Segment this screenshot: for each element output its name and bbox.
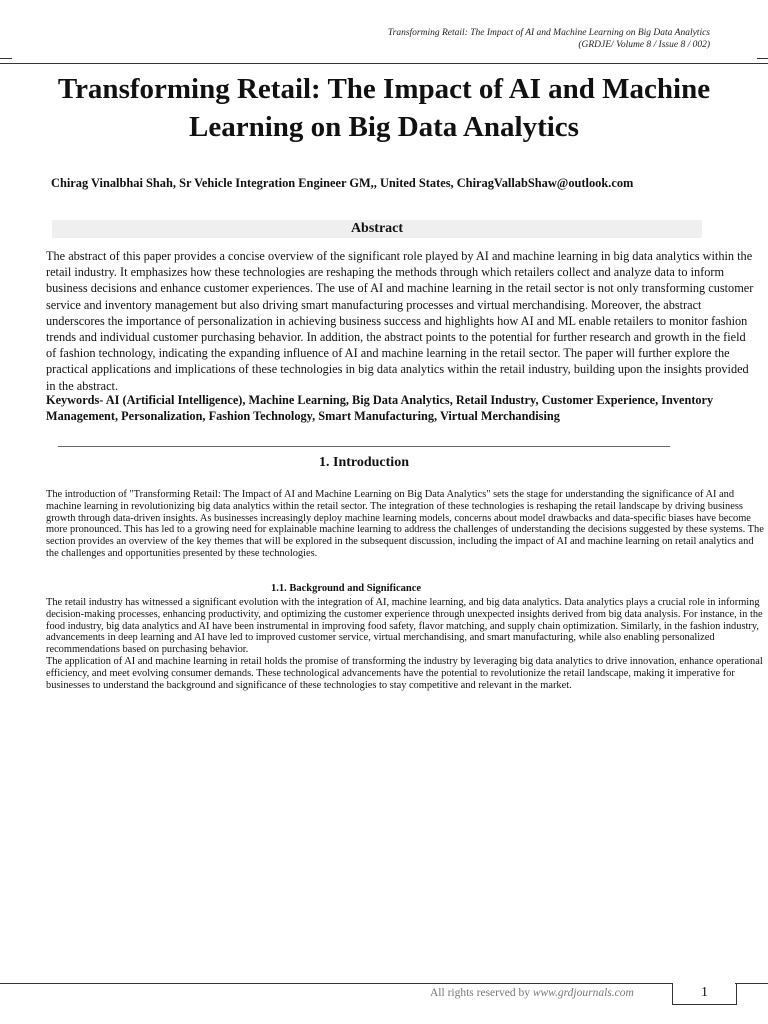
paper-title: Transforming Retail: The Impact of AI and Machine Learning on Big Data Analytics	[57, 73, 711, 143]
header-rule	[0, 63, 768, 64]
background-paragraph-1: The retail industry has witnessed a significant evolution with the integration of AI, machine learning, and big data analytics. Data analytics plays a crucial role in informing decision-making processes, enhancing productivity, and optimizing the customer experience through unexpected insights derived from big data analysis. For instance, in the food industry, big data analytics and AI have been instrumental in improving food safety, flavor matching, and supply chain optimization. Similarly, in the fashion industry, advancements in deep learning and AI have led to improved customer service, virtual merchandising, and smart manufacturing, while also enabling personalized recommendations based on purchasing behavior.	[46, 597, 763, 656]
section-divider	[58, 446, 670, 447]
header-rule-left	[0, 58, 12, 59]
footer-link[interactable]: www.grdjournals.com	[532, 987, 634, 999]
running-header	[388, 27, 710, 51]
header-rule-right	[757, 58, 768, 59]
background-heading: 1.1. Background and Significance	[270, 583, 422, 594]
background-paragraph-2: The application of AI and machine learning in retail holds the promise of transforming the industry by leveraging big data analytics to drive innovation, enhance operational efficiency, and meet evolving consumer demands. These technological advancements have the potential to revolutionize the retail landscape, making it imperative for businesses to understand the background and significance of these technologies to stay competitive and relevant in the market.	[46, 655, 763, 691]
introduction-heading: 1. Introduction	[319, 455, 409, 470]
background-section	[46, 597, 768, 691]
abstract-text: The abstract of this paper provides a concise overview of the significant role played by AI and machine learning in big data analytics within the retail industry. It emphasizes how these technologies are reshaping the methods through which retailers collect and analyze data to inform business decisions and enhance customer experiences. The use of AI and machine learning in the retail sector is not only transforming customer service and inventory management but also driving smart manufacturing processes and virtual merchandising. Moreover, the abstract underscores the importance of personalization in achieving business success and highlights how AI and ML enable retailers to monitor fashion trends and individual customer purchasing behavior. In addition, the abstract points to the potential for further research and growth in the field of fashion technology, indicating the expanding influence of AI and machine learning in the retail sector. The paper will further explore the practical applications and implications of these technologies in big data analytics within the retail industry, building upon the insights provided in the abstract.	[46, 249, 754, 393]
footer-rule-right	[735, 983, 768, 984]
page-number: 1	[672, 983, 737, 1005]
footer-rule	[0, 983, 672, 984]
running-header-volume: (GRDJE/ Volume 8 / Issue 8 / 002)	[578, 40, 710, 50]
introduction-text: The introduction of "Transforming Retail: The Impact of AI and Machine Learning on Big Data Analytics" sets the stage for understanding the significance of AI and machine learning in revolutionizing big data analytics within the retail sector. The integration of these technologies is reshaping the retail landscape by driving business growth through data-driven insights. As businesses increasingly deploy machine learning models, concerns about model drawbacks and data-specific biases have become more pronounced. This has led to a growing need for explainable machine learning to address the challenges of understanding the decisions suggested by these systems. The section provides an overview of the key themes that will be explored in the subsequent discussion, including the impact of AI and machine learning on retail analytics and the challenges and opportunities presented by these technologies.	[46, 489, 764, 559]
footer-rights	[430, 987, 634, 999]
running-header-title: Transforming Retail: The Impact of AI and Machine Learning on Big Data Analytics	[387, 28, 710, 38]
author-line: Chirag Vinalbhai Shah, Sr Vehicle Integration Engineer GM,, United States, ChiragVallabShaw@outlook.com	[51, 176, 634, 190]
keywords: Keywords- AI (Artificial Intelligence), Machine Learning, Big Data Analytics, Retail Industry, Customer Experience, Inventory Management, Personalization, Fashion Technology, Smart Manufacturing, Virtual Merchandising	[46, 393, 714, 423]
abstract-heading: Abstract	[52, 220, 702, 238]
footer-rights-text: All rights reserved by	[430, 987, 530, 999]
